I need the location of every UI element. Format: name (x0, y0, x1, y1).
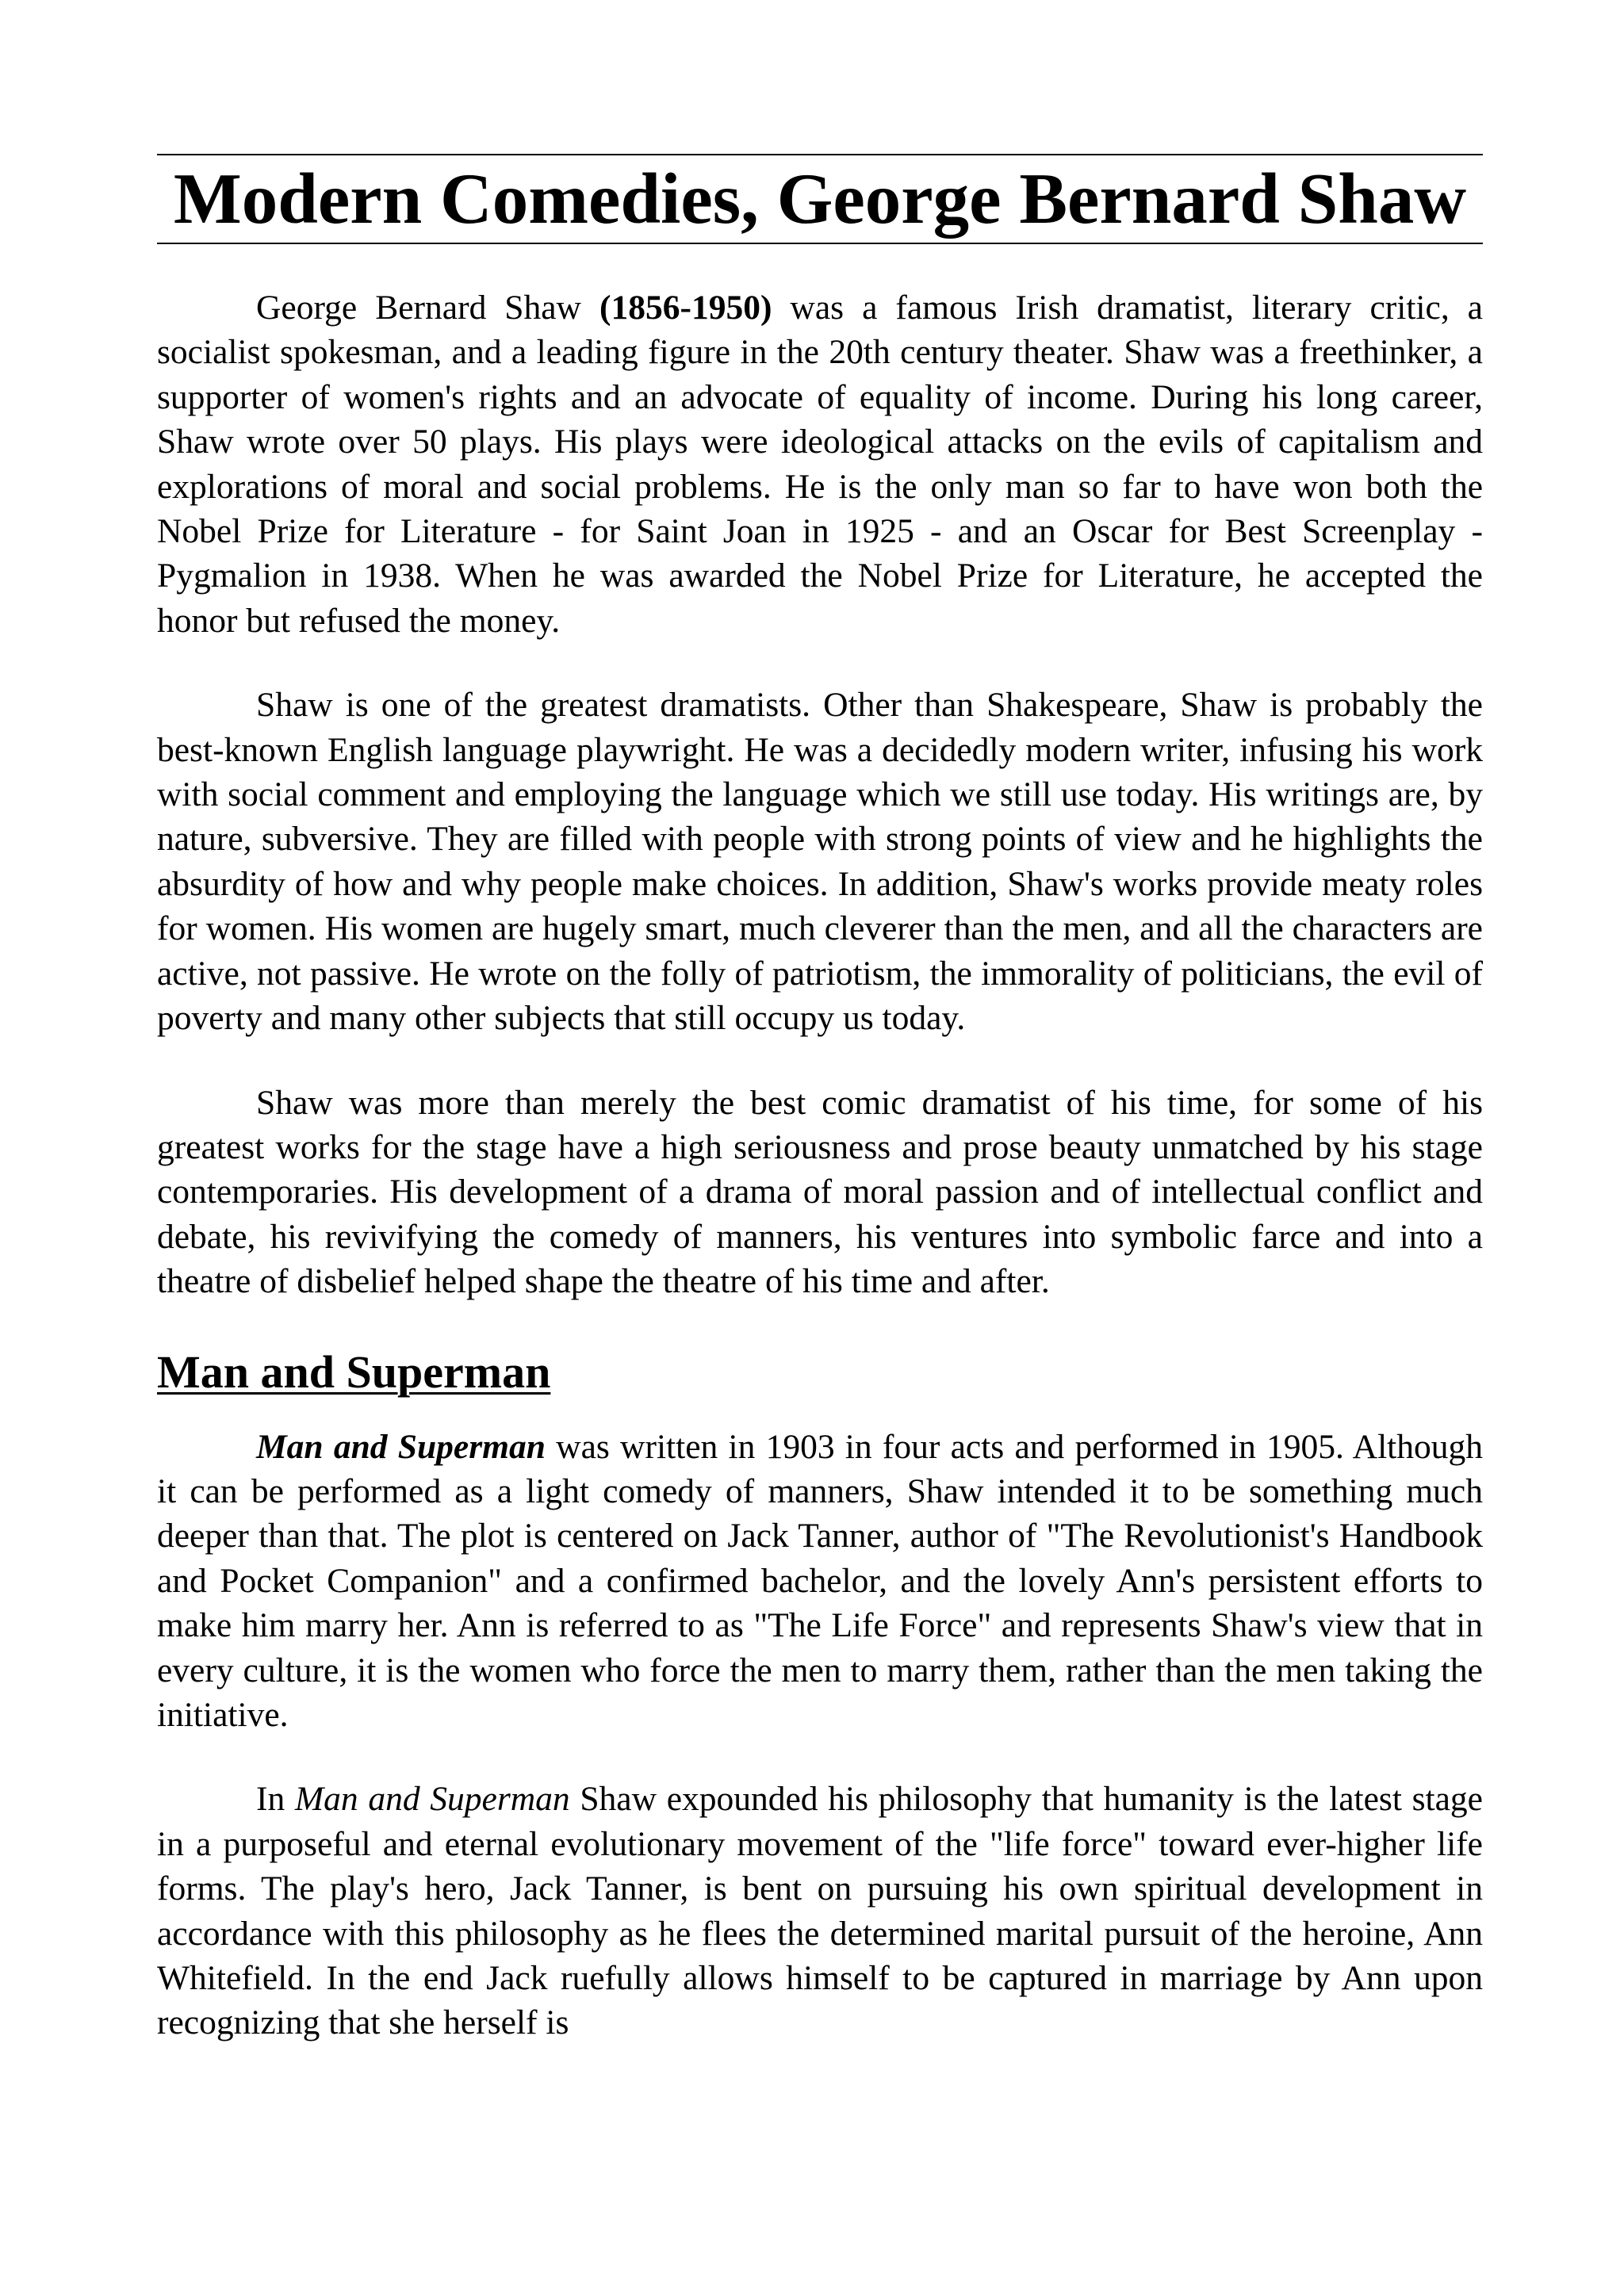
section-paragraph-1 (157, 1425, 1483, 1738)
document-page (157, 154, 1483, 2085)
title-block (157, 154, 1483, 244)
section-paragraph-1-text: was written in 1903 in four acts and performed in 1905. Although it can be performed as a light comedy of manners, Shaw intended it to be something much deeper than that. The plot is centered on Jack Tanner, author of "The Revolutionist's Handbook and Pocket Companion" and a confirmed bachelor, and the lovely Ann's persistent efforts to make him marry her. Ann is referred to as "The Life Force" and represents Shaw's view that in every culture, it is the women who force the men to marry them, rather than the men taking the initiative. (157, 1427, 1483, 1734)
section-paragraph-2-text-a: In (256, 1780, 295, 1819)
section-paragraph-2 (157, 1777, 1483, 2045)
section-paragraph-2-text-c: Shaw expounded his philosophy that humanity is the latest stage in a purposeful and eternal evolutionary movement of the "life force" toward ever-higher life forms. The play's hero, Jack Tanner, is bent on pursuing his own spiritual development in accordance with this philosophy as he flees the determined marital pursuit of the heroine, Ann Whitefield. In the end Jack ruefully allows himself to be captured in marriage by Ann upon recognizing that she herself is (157, 1780, 1483, 2042)
dramatist-paragraph: Shaw is one of the greatest dramatists. Other than Shakespeare, Shaw is probably the best-known English language playwright. He was a decidedly modern writer, infusing his work with social comment and employing the language which we still use today. His writings are, by nature, subversive. They are filled with people with strong points of view and he highlights the absurdity of how and why people make choices. In addition, Shaw's works provide meaty roles for women. His women are hugely smart, much cleverer than the men, and all the characters are active, not passive. He wrote on the folly of patriotism, the immorality of politicians, the evil of poverty and many other subjects that still occupy us today. (157, 686, 1483, 1038)
section-heading: Man and Superman (157, 1345, 551, 1398)
intro-paragraph-text-c: was a famous Irish dramatist, literary critic, a socialist spokesman, and a leading figure in the 20th century theater. Shaw was a freethinker, a supporter of women's rights and an advocate of equality of income. During his long career, Shaw wrote over 50 plays. His plays were ideological attacks on the evils of capitalism and explorations of moral and social problems. He is the only man so far to have won both the Nobel Prize for Literature - for Saint Joan in 1925 - and an Oscar for Best Screenplay - Pygmalion in 1938. When he was awarded the Nobel Prize for Literature, he accepted the honor but refused the money. (157, 289, 1483, 640)
intro-paragraph (157, 285, 1483, 643)
page-title: Modern Comedies, George Bernard Shaw (173, 159, 1467, 239)
play-title-emphasis: Man and Superman (256, 1427, 546, 1466)
life-dates: (1856-1950) (599, 289, 772, 327)
comic-dramatist-paragraph: Shaw was more than merely the best comic dramatist of his time, for some of his greatest works for the stage have a high seriousness and prose beauty unmatched by his stage contemporaries. His development of a drama of moral passion and of intellectual conflict and debate, his revivifying the comedy of manners, his ventures into symbolic farce and into a theatre of disbelief helped shape the theatre of his time and after. (157, 1083, 1483, 1301)
intro-paragraph-text-a: George Bernard Shaw (256, 289, 599, 327)
play-title-italic: Man and Superman (294, 1780, 570, 1819)
